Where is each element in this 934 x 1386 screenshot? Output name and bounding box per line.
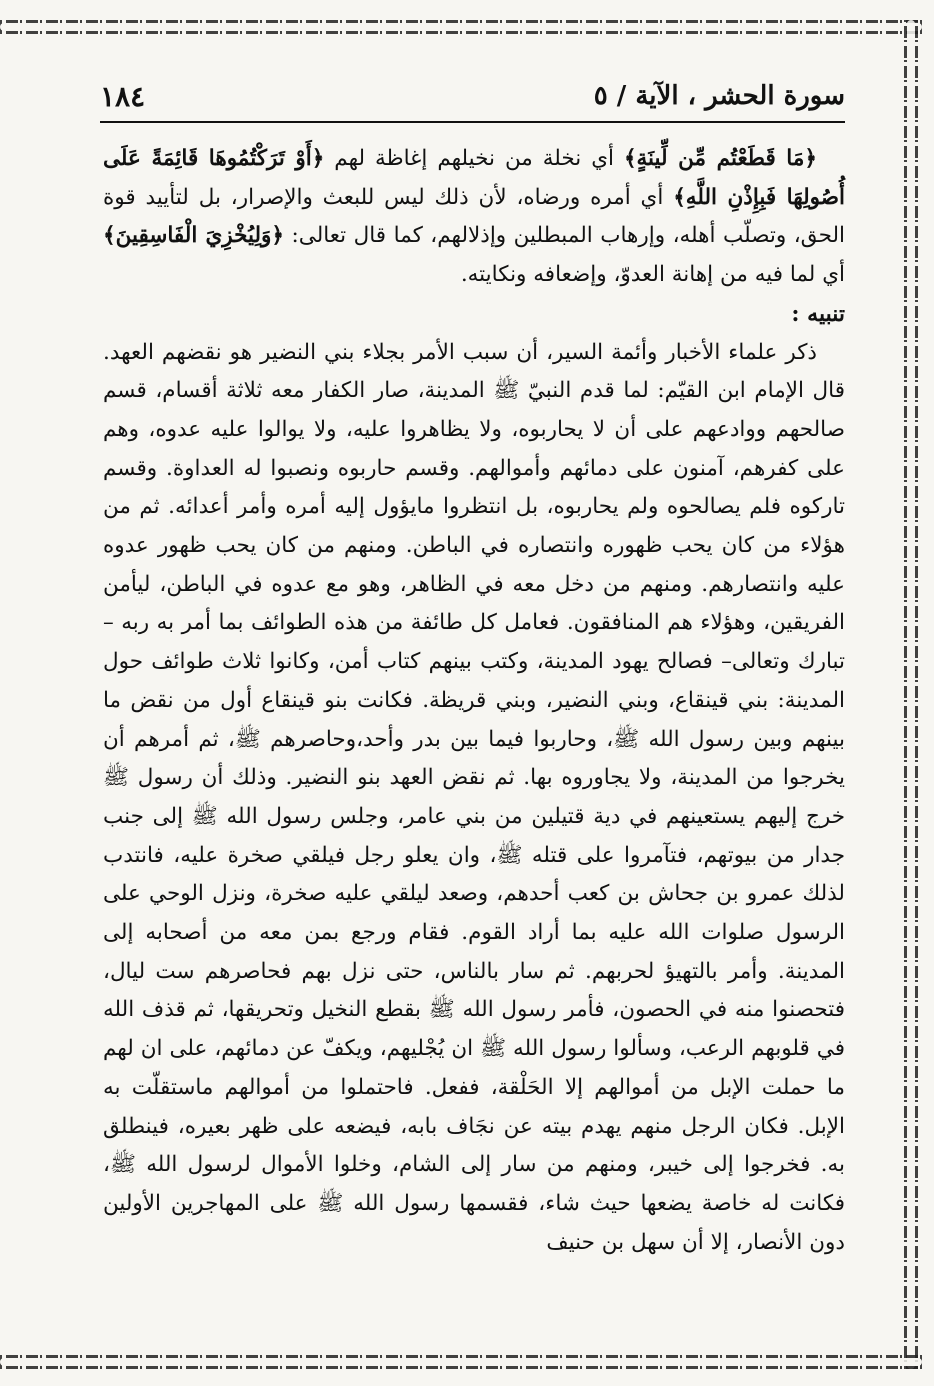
header-rule [100,121,845,123]
quran-verse: ﴿مَا قَطَعْتُم مِّن لِّينَةٍ﴾ [623,146,817,171]
page-number: ١٨٤ [100,79,146,113]
decorative-border-bottom [0,1355,922,1369]
note-paragraph: ذكر علماء الأخبار وأئمة السير، أن سبب الأمر بجلاء بني النضير هو نقضهم العهد. قال الإمام ابن القيّم: لما قدم النبيّ ﷺ المدينة، صار الكفار معه ثلاثة أقسام، قسم صالحهم ووادعهم على أن لا يحاربوه، ولا يظاهروا عليه، ولا يوالوا عليه عدوه، وهم على كفرهم، آمنون على دمائهم وأموالهم. وقسم حاربوه ونصبوا له العداوة. وقسم تاركوه فلم يصالحوه ولم يحاربوه، بل انتظروا مايؤول إليه أمره وأمر أعدائه. ثم من هؤلاء من كان يحب ظهوره وانتصاره في الباطن. ومنهم من كان يحب ظهور عدوه عليه وانتصارهم. ومنهم من دخل معه في الظاهر، وهو مع عدوه في الباطن، ليأمن الفريقين، وهؤلاء هم المنافقون. فعامل كل طائفة من هذه الطوائف بما أمر به ربه – تبارك وتعالى– فصالح يهود المدينة، وكتب بينهم كتاب أمن، وكانوا ثلاث طوائف حول المدينة: بني قينقاع، وبني النضير، وبني قريظة. فكانت بنو قينقاع أول من نقض ما بينهم وبين رسول الله ﷺ، وحاربوا فيما بين بدر وأحد،وحاصرهم ﷺ، ثم أمرهم أن يخرجوا من المدينة، ولا يجاوروه بها. ثم نقض العهد بنو النضير. وذلك أن رسول ﷺ خرج إليهم يستعينهم في دية قتيلين من بني عامر، وجلس رسول الله ﷺ إلى جنب جدار من بيوتهم، فتآمروا على قتله ﷺ، وان يعلو رجل فيلقي صخرة عليه، فانتدب لذلك عمرو بن جحاش بن كعب أحدهم، وصعد ليلقي عليه صخرة، ونزل الوحي على الرسول صلوات الله عليه بما أراد القوم. فقام ورجع بمن معه من أصحابه إلى المدينة. وأمر بالتهيؤ لحربهم. ثم سار بالناس، حتى نزل بهم فحاصرهم ست ليال، فتحصنوا منه في الحصون، فأمر رسول الله ﷺ بقطع النخيل وتحريقها، ثم قذف الله في قلوبهم الرعب، وسألوا رسول الله ﷺ ان يُجْليهم، ويكفّ عن دمائهم، على ان لهم ما حملت الإبل من أموالهم إلا الحَلْقة، ففعل. فاحتملوا من أموالهم ماستقلّت به الإبل. فكان الرجل منهم يهدم بيته عن نجَاف بابه، فيضعه على ظهر بعيره، فينطلق به. فخرجوا إلى خيبر، ومنهم من سار إلى الشام، وخلوا الأموال لرسول الله ﷺ، فكانت له خاصة يضعها حيث شاء، فقسمها رسول الله ﷺ على المهاجرين الأولين دون الأنصار، إلا أن سهل بن حنيف [103,339,845,1255]
quran-verse: ﴿وَلِيُخْزِيَ الْفَاسِقِينَ﴾ [103,223,285,249]
running-title: سورة الحشر ، الآية / ٥ [593,81,845,111]
decorative-border-top [0,20,922,34]
decorative-border-right [904,20,918,1369]
tafsir-paragraph [103,140,845,295]
page-header [100,76,845,116]
page-body [103,140,845,1262]
quran-verse: ﴿أَوْ تَرَكْتُمُوهَا قَائِمَةً عَلَى أُصُولِهَا فَبِإِذْنِ اللَّهِ﴾ [103,146,845,210]
tafsir-text: أي لما فيه من إهانة العدوّ، وإضعافه ونكايته. [460,262,845,288]
tafsir-text: أي نخلة من نخيلهم إغاظة لهم [324,146,624,171]
tafsir-text: أي أمره ورضاه، لأن ذلك ليس للبعث والإصرار، بل لتأييد قوة الحق، وتصلّب أهله، وإرهاب المبطلين وإذلالهم، كما قال تعالى: [103,184,845,249]
note-heading: تنبيه : [791,300,845,327]
